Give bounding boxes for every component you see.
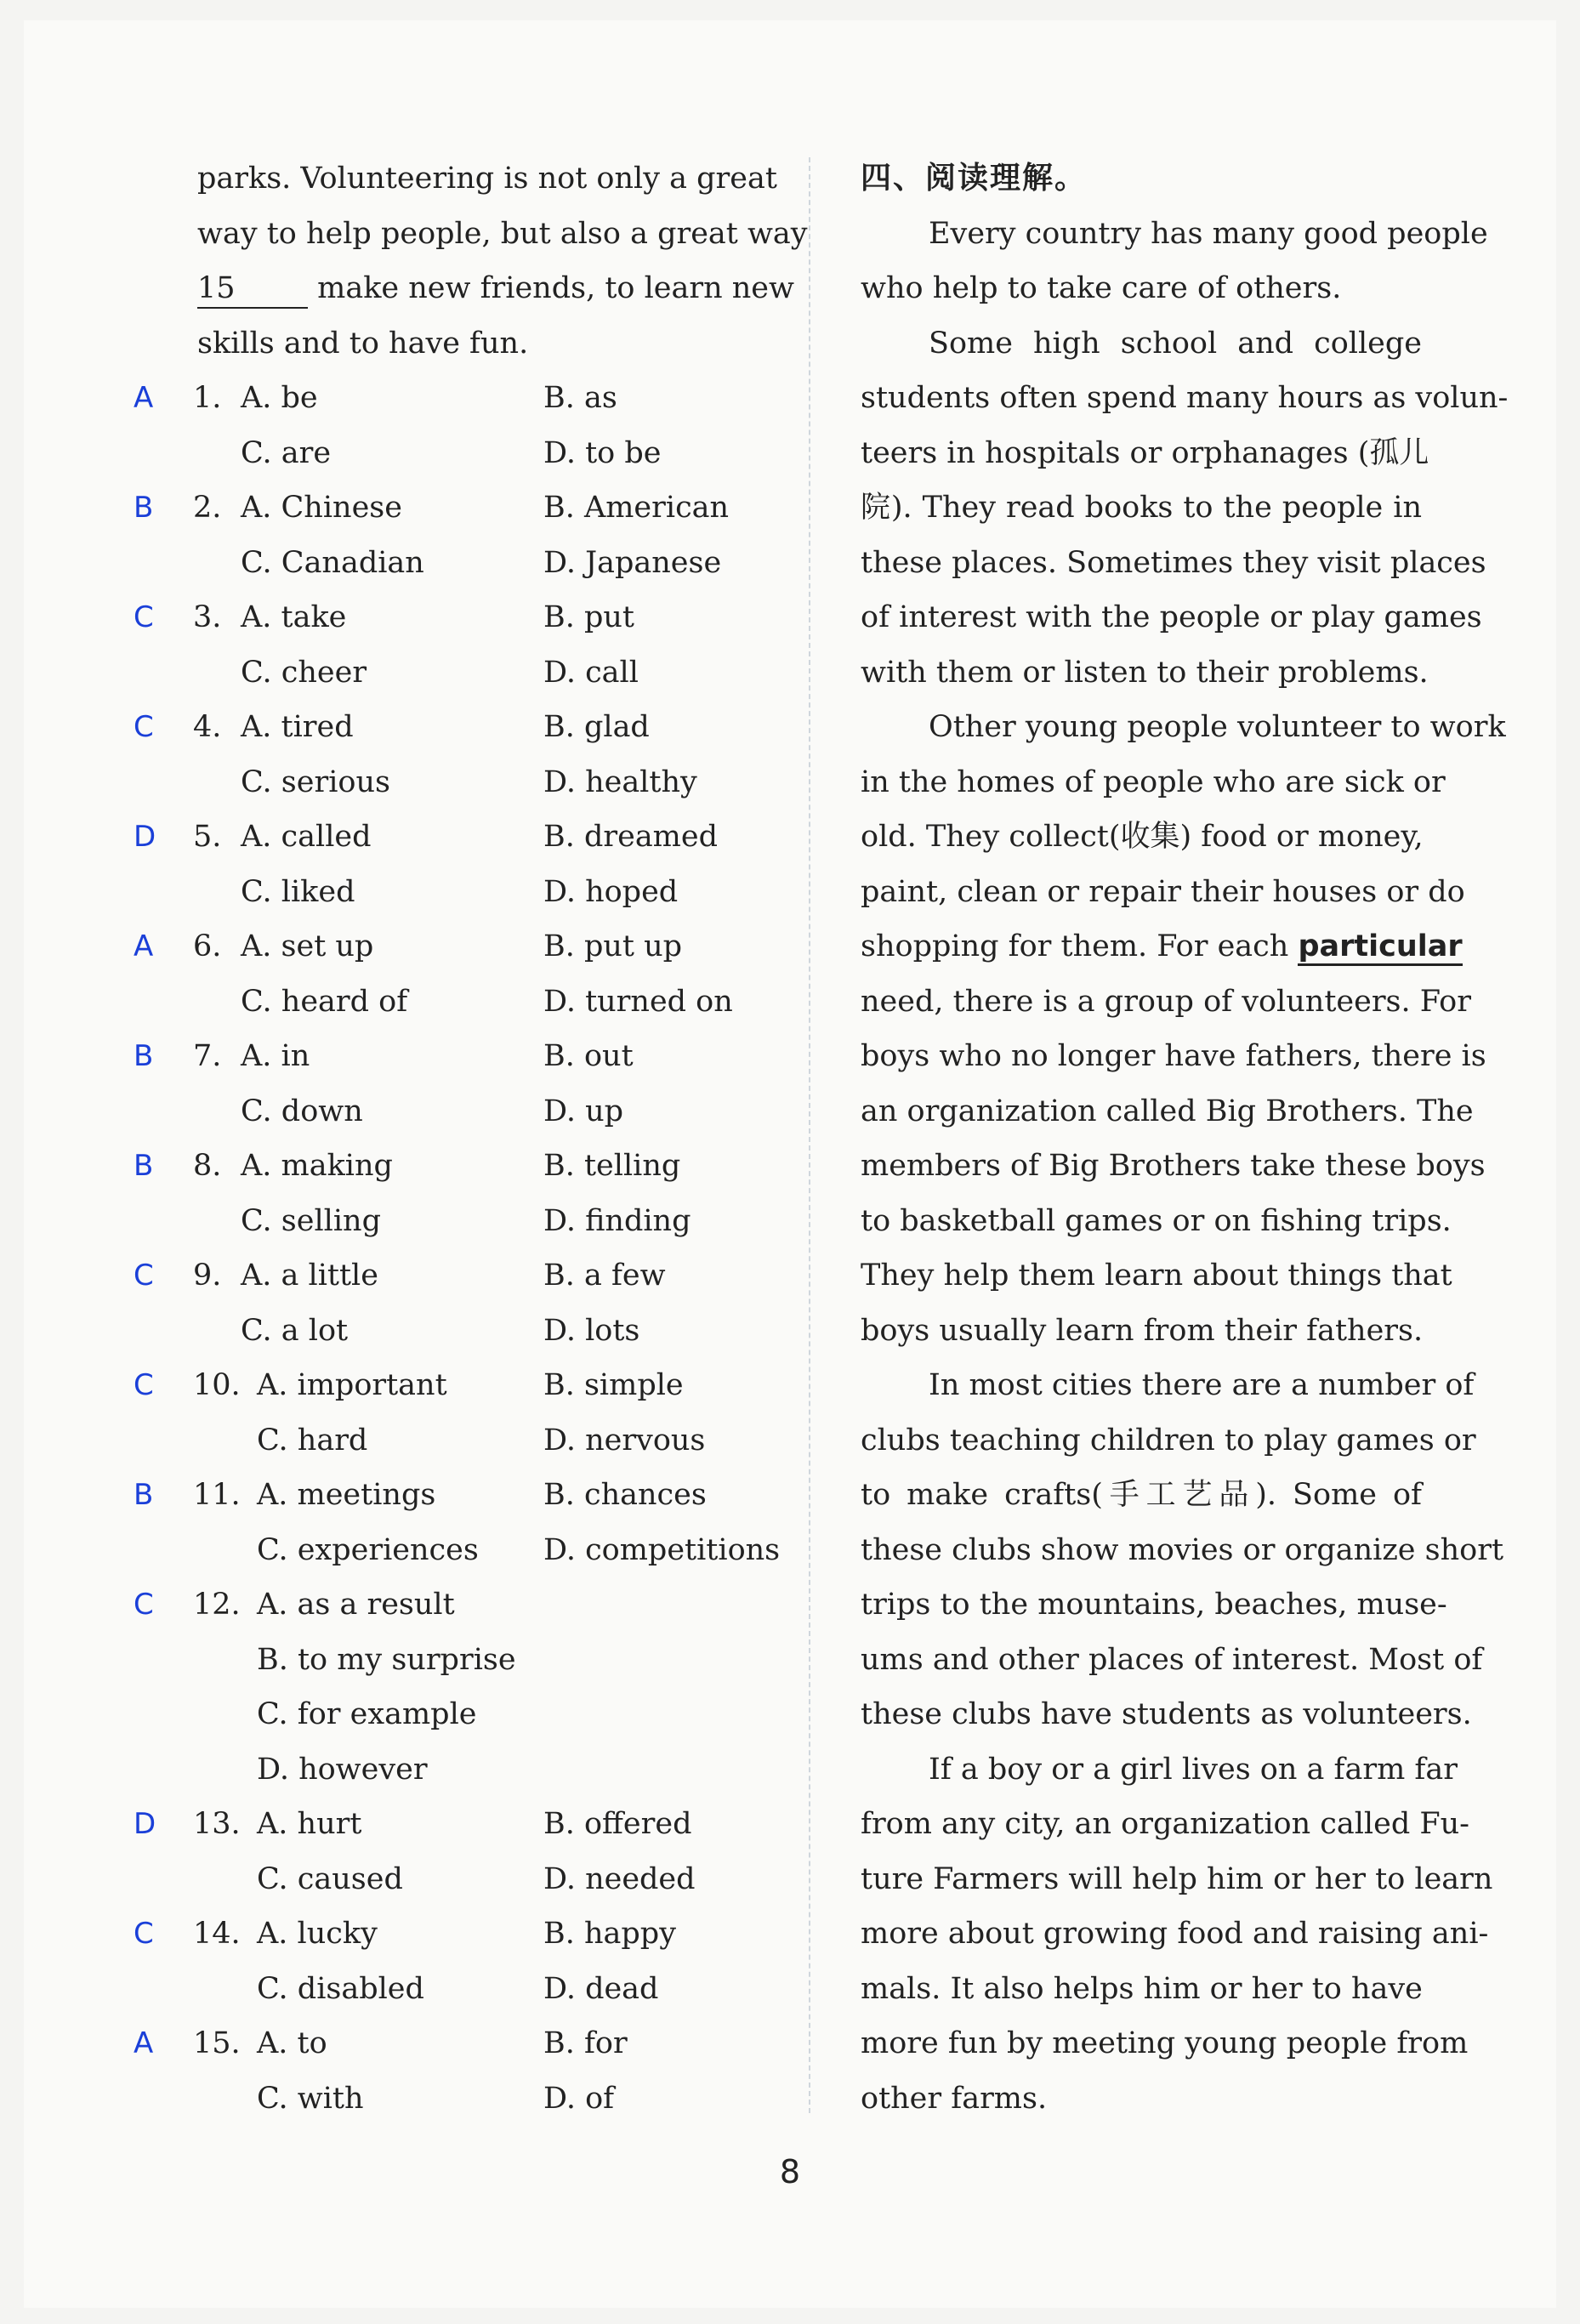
question-row bbox=[132, 480, 795, 536]
question-row bbox=[132, 590, 795, 645]
reading-line-text: shopping for them. For each bbox=[861, 929, 1289, 963]
option-d: D. to be bbox=[543, 435, 662, 470]
question-number: 14. bbox=[193, 1917, 241, 1951]
reading-line: these places. Sometimes they visit places bbox=[861, 545, 1486, 580]
reading-passage bbox=[861, 207, 1509, 2127]
option-a: A. to bbox=[257, 2026, 327, 2060]
answer-mark: A bbox=[134, 2026, 154, 2060]
reading-line: need, there is a group of volunteers. For bbox=[861, 984, 1471, 1019]
answer-mark: D bbox=[134, 820, 156, 854]
reading-line: ture Farmers will help him or her to learn bbox=[861, 1861, 1493, 1896]
question-row bbox=[132, 1084, 795, 1139]
passage-line: 15 make new friends, to learn new bbox=[197, 261, 759, 316]
answer-mark: C bbox=[134, 1588, 154, 1622]
passage-line: parks. Volunteering is not only a great bbox=[197, 162, 777, 196]
underlined-word: particular bbox=[1298, 929, 1462, 966]
answer-mark: B bbox=[134, 491, 154, 525]
page-number: 8 bbox=[779, 2153, 801, 2190]
option-d: D. of bbox=[543, 2081, 615, 2116]
blank-15: 15 bbox=[197, 270, 308, 309]
option-a: A. be bbox=[241, 381, 318, 415]
reading-line bbox=[861, 919, 1463, 974]
option-c: C. hard bbox=[257, 1423, 368, 1457]
option-c: C. liked bbox=[241, 874, 355, 909]
option-b: B. put bbox=[543, 600, 634, 634]
reading-line: from any city, an organization called Fu- bbox=[861, 1807, 1470, 1841]
reading-line: to make crafts(手工艺品). Some of bbox=[861, 1478, 1422, 1512]
option-b: B. American bbox=[543, 491, 730, 525]
option-c: C. caused bbox=[257, 1861, 403, 1896]
column-divider bbox=[809, 157, 810, 2113]
passage-line: way to help people, but also a great way bbox=[197, 216, 808, 251]
question-row bbox=[132, 974, 795, 1030]
answer-mark: C bbox=[134, 1368, 154, 1402]
reading-line: students often spend many hours as volun- bbox=[861, 381, 1509, 415]
option-a: A. making bbox=[241, 1149, 393, 1183]
reading-line: boys usually learn from their fathers. bbox=[861, 1313, 1424, 1348]
option-c: C. for example bbox=[257, 1697, 477, 1731]
question-number: 13. bbox=[193, 1807, 241, 1841]
answer-mark: C bbox=[134, 1259, 154, 1293]
question-row bbox=[132, 1029, 795, 1084]
option-b: B. as bbox=[543, 381, 617, 415]
answer-mark: D bbox=[134, 1807, 156, 1841]
question-row bbox=[132, 1358, 795, 1413]
option-b: B. telling bbox=[543, 1149, 681, 1183]
answer-mark: B bbox=[134, 1478, 154, 1512]
question-number: 1. bbox=[193, 381, 222, 415]
option-b: B. offered bbox=[543, 1807, 692, 1841]
option-d: D. call bbox=[543, 655, 639, 690]
answer-mark: C bbox=[134, 710, 154, 744]
question-number: 8. bbox=[193, 1149, 222, 1183]
question-number: 12. bbox=[193, 1588, 241, 1622]
question-number: 2. bbox=[193, 491, 222, 525]
option-b: B. glad bbox=[543, 710, 650, 744]
option-a: A. as a result bbox=[257, 1588, 455, 1622]
option-a: A. hurt bbox=[257, 1807, 362, 1841]
option-d: D. lots bbox=[543, 1313, 640, 1348]
reading-line: Every country has many good people bbox=[929, 216, 1488, 251]
option-d: D. however bbox=[257, 1752, 428, 1787]
question-row bbox=[132, 1906, 795, 1962]
option-c: C. selling bbox=[241, 1203, 381, 1238]
question-row bbox=[132, 371, 795, 426]
reading-line: who help to take care of others. bbox=[861, 271, 1342, 305]
reading-line: more about growing food and raising ani- bbox=[861, 1917, 1489, 1951]
question-row bbox=[132, 810, 795, 865]
question-row bbox=[132, 1468, 795, 1523]
option-c: C. cheer bbox=[241, 655, 367, 690]
reading-line: clubs teaching children to play games or bbox=[861, 1423, 1476, 1457]
question-row bbox=[132, 2071, 795, 2127]
option-d: D. healthy bbox=[543, 764, 697, 799]
option-a: A. a little bbox=[241, 1259, 378, 1293]
option-b: B. out bbox=[543, 1039, 634, 1073]
option-c: C. with bbox=[257, 2081, 364, 2116]
question-row bbox=[132, 1742, 795, 1798]
reading-line: boys who no longer have fathers, there is bbox=[861, 1039, 1486, 1073]
reading-line: If a boy or a girl lives on a farm far bbox=[929, 1752, 1458, 1787]
option-b: B. to my surprise bbox=[257, 1642, 516, 1677]
option-a: A. meetings bbox=[257, 1478, 436, 1512]
question-row bbox=[132, 2016, 795, 2071]
answer-mark: B bbox=[134, 1039, 154, 1073]
question-row bbox=[132, 700, 795, 755]
reading-line: more fun by meeting young people from bbox=[861, 2026, 1469, 2060]
question-number: 3. bbox=[193, 600, 222, 634]
question-row bbox=[132, 1523, 795, 1578]
reading-line: They help them learn about things that bbox=[861, 1259, 1452, 1293]
option-d: D. nervous bbox=[543, 1423, 706, 1457]
option-d: D. finding bbox=[543, 1203, 691, 1238]
option-a: A. Chinese bbox=[241, 491, 402, 525]
option-b: B. put up bbox=[543, 929, 683, 963]
question-row bbox=[132, 1797, 795, 1852]
question-row bbox=[132, 536, 795, 591]
reading-line: 院). They read books to the people in bbox=[861, 491, 1422, 525]
option-d: D. competitions bbox=[543, 1532, 781, 1567]
reading-line: trips to the mountains, beaches, muse- bbox=[861, 1588, 1447, 1622]
question-number: 6. bbox=[193, 929, 222, 963]
reading-line: old. They collect(收集) food or money, bbox=[861, 820, 1424, 854]
reading-line: with them or listen to their problems. bbox=[861, 655, 1429, 690]
option-d: D. dead bbox=[543, 1971, 659, 2006]
option-c: C. heard of bbox=[241, 984, 408, 1019]
reading-line: an organization called Big Brothers. The bbox=[861, 1094, 1474, 1128]
option-c: C. serious bbox=[241, 764, 390, 799]
reading-line: ums and other places of interest. Most of bbox=[861, 1642, 1483, 1677]
option-a: A. take bbox=[241, 600, 347, 634]
answer-mark: C bbox=[134, 600, 154, 634]
answer-mark: B bbox=[134, 1149, 154, 1183]
option-a: A. tired bbox=[241, 710, 354, 744]
reading-line: Some high school and college bbox=[929, 326, 1422, 361]
option-c: C. a lot bbox=[241, 1313, 349, 1348]
question-row bbox=[132, 1577, 795, 1633]
option-a: A. set up bbox=[241, 929, 374, 963]
cloze-column bbox=[132, 151, 808, 2126]
option-a: A. important bbox=[257, 1368, 447, 1402]
question-number: 4. bbox=[193, 710, 222, 744]
reading-line: to basketball games or on fishing trips. bbox=[861, 1203, 1452, 1238]
question-list bbox=[132, 371, 795, 2126]
option-c: C. Canadian bbox=[241, 545, 424, 580]
option-d: D. up bbox=[543, 1094, 624, 1128]
question-number: 7. bbox=[193, 1039, 222, 1073]
option-b: B. for bbox=[543, 2026, 628, 2060]
option-b: B. a few bbox=[543, 1259, 666, 1293]
reading-line: Other young people volunteer to work bbox=[929, 710, 1506, 744]
question-number: 11. bbox=[193, 1478, 241, 1512]
reading-line: other farms. bbox=[861, 2081, 1048, 2116]
reading-line: these clubs have students as volunteers. bbox=[861, 1697, 1472, 1731]
option-b: B. happy bbox=[543, 1917, 676, 1951]
question-row bbox=[132, 1852, 795, 1907]
reading-line: paint, clean or repair their houses or do bbox=[861, 874, 1465, 909]
reading-line: members of Big Brothers take these boys bbox=[861, 1149, 1486, 1183]
question-number: 10. bbox=[193, 1368, 241, 1402]
reading-line: these clubs show movies or organize short bbox=[861, 1532, 1504, 1567]
question-number: 15. bbox=[193, 2026, 241, 2060]
question-row bbox=[132, 1962, 795, 2017]
option-a: A. in bbox=[241, 1039, 310, 1073]
option-a: A. called bbox=[241, 820, 372, 854]
option-c: C. disabled bbox=[257, 1971, 424, 2006]
option-d: D. Japanese bbox=[543, 545, 722, 580]
question-row bbox=[132, 1633, 795, 1688]
question-row bbox=[132, 426, 795, 481]
option-c: C. experiences bbox=[257, 1532, 479, 1567]
option-b: B. simple bbox=[543, 1368, 684, 1402]
option-d: D. needed bbox=[543, 1861, 696, 1896]
question-number: 9. bbox=[193, 1259, 222, 1293]
answer-mark: A bbox=[134, 929, 154, 963]
reading-line: teers in hospitals or orphanages (孤儿 bbox=[861, 435, 1429, 470]
option-c: C. down bbox=[241, 1094, 363, 1128]
question-row bbox=[132, 755, 795, 810]
option-c: C. are bbox=[241, 435, 332, 470]
answer-mark: C bbox=[134, 1917, 154, 1951]
option-b: B. dreamed bbox=[543, 820, 718, 854]
reading-column bbox=[861, 151, 1509, 2126]
question-row bbox=[132, 1304, 795, 1359]
option-d: D. turned on bbox=[543, 984, 733, 1019]
cloze-passage-end bbox=[197, 151, 808, 371]
question-row bbox=[132, 1248, 795, 1304]
answer-mark: A bbox=[134, 381, 154, 415]
option-d: D. hoped bbox=[543, 874, 679, 909]
question-row bbox=[132, 865, 795, 920]
question-row bbox=[132, 1194, 795, 1249]
reading-line: mals. It also helps him or her to have bbox=[861, 1971, 1423, 2006]
passage-line: skills and to have fun. bbox=[197, 326, 529, 361]
question-row bbox=[132, 919, 795, 974]
reading-line: in the homes of people who are sick or bbox=[861, 764, 1446, 799]
reading-line: of interest with the people or play games bbox=[861, 600, 1482, 634]
section-title: 四、阅读理解。 bbox=[861, 161, 1088, 196]
question-row bbox=[132, 1413, 795, 1469]
question-row bbox=[132, 1687, 795, 1742]
question-number: 5. bbox=[193, 820, 222, 854]
option-a: A. lucky bbox=[257, 1917, 378, 1951]
question-row bbox=[132, 1139, 795, 1194]
reading-line: In most cities there are a number of bbox=[929, 1368, 1475, 1402]
option-b: B. chances bbox=[543, 1478, 707, 1512]
question-row bbox=[132, 645, 795, 701]
